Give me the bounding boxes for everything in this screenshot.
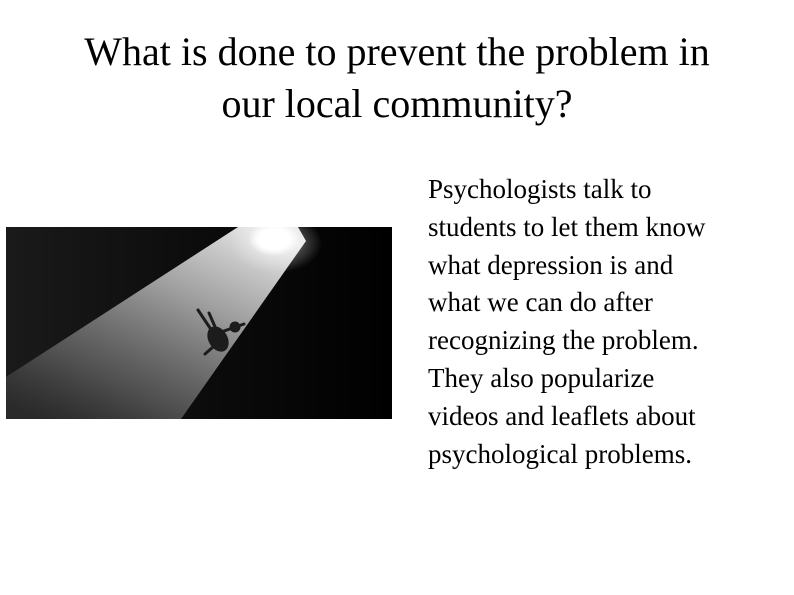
slide-body-text <box>428 171 778 473</box>
body-line: Psychologists talk to <box>428 174 652 204</box>
falling-person-spotlight-image <box>6 227 392 419</box>
body-line: videos and leaflets about <box>428 400 696 431</box>
body-line: students to let them know <box>428 211 706 242</box>
slide-title-line: What is done to prevent the problem in <box>84 29 710 74</box>
slide-title <box>0 26 794 130</box>
body-line: what depression is and <box>428 249 674 280</box>
slide-title-line: our local community? <box>221 81 573 126</box>
body-line: what we can do after <box>428 287 653 318</box>
body-line: recognizing the problem. <box>428 325 699 356</box>
body-line: psychological problems. <box>428 438 692 469</box>
body-line: They also popularize <box>428 362 655 393</box>
